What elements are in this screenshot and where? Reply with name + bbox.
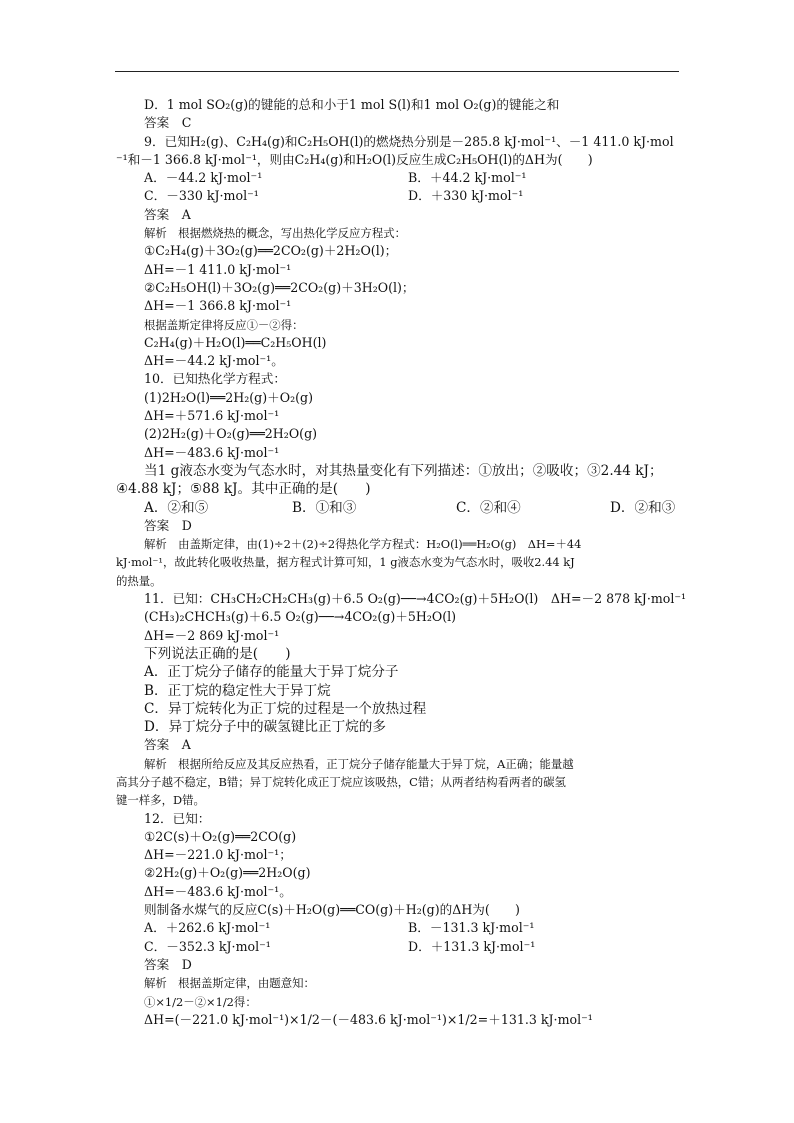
- text-line: (2)2H₂(g)＋O₂(g)══2H₂O(g): [144, 426, 318, 442]
- option-item: A．②和⑤: [144, 499, 209, 516]
- option-item: C．－352.3 kJ·mol⁻¹: [144, 938, 271, 954]
- text-line: 当1 g液态水变为气态水时，对其热量变化有下列描述：①放出；②吸收；③2.44 kJ；: [144, 462, 663, 479]
- text-line: ①2C(s)＋O₂(g)══2CO(g): [144, 828, 297, 844]
- option-item: B．①和③: [292, 499, 357, 516]
- option-item: D．＋131.3 kJ·mol⁻¹: [408, 938, 536, 954]
- text-line: ④4.88 kJ；⑤88 kJ。其中正确的是( ): [116, 481, 371, 498]
- text-line: 12．已知：: [144, 810, 211, 826]
- text-line: 答案 A: [144, 206, 191, 222]
- text-line: ΔH=－1 411.0 kJ·mol⁻¹: [144, 261, 292, 277]
- text-line: 则制备水煤气的反应C(s)＋H₂O(g)══CO(g)＋H₂(g)的ΔH为( ): [144, 902, 520, 918]
- text-line: ΔH=－44.2 kJ·mol⁻¹。: [144, 353, 284, 369]
- text-line: ②2H₂(g)＋O₂(g)══2H₂O(g): [144, 865, 311, 881]
- text-line: 解析 根据盖斯定律，由题意知：: [144, 976, 315, 991]
- text-line: 根据盖斯定律将反应①－②得：: [144, 317, 304, 332]
- option-item: A．＋262.6 kJ·mol⁻¹: [144, 920, 271, 936]
- text-line: 9．已知H₂(g)、C₂H₄(g)和C₂H₅OH(l)的燃烧热分别是－285.8 kJ·mol⁻¹、－1 411.0 kJ·mol: [144, 133, 674, 149]
- text-line: ①C₂H₄(g)＋3O₂(g)══2CO₂(g)＋2H₂O(l)；: [144, 243, 398, 259]
- text-line: [116, 938, 681, 956]
- text-line: A．正丁烷分子储存的能量大于异丁烷分子: [144, 664, 399, 681]
- text-line: ΔH=－1 366.8 kJ·mol⁻¹: [144, 298, 292, 314]
- text-line: 10．已知热化学方程式：: [144, 371, 286, 387]
- document-body: [116, 96, 687, 1029]
- option-item: B．－131.3 kJ·mol⁻¹: [408, 920, 535, 936]
- text-line: 答案 A: [144, 737, 191, 753]
- text-line: D．1 mol SO₂(g)的键能的总和小于1 mol S(l)和1 mol O₂(g)的键能之和: [144, 97, 560, 112]
- text-line: [116, 499, 681, 517]
- text-line: ΔH=＋571.6 kJ·mol⁻¹: [144, 408, 280, 424]
- text-line: kJ·mol⁻¹，故此转化吸收热量，据方程式计算可知，1 g液态水变为气态水时，吸收2.44 kJ: [116, 555, 575, 570]
- option-item: C．②和④: [456, 499, 521, 516]
- option-item: C．－330 kJ·mol⁻¹: [144, 188, 259, 204]
- text-line: 解析 根据所给反应及其反应热看，正丁烷分子储存能量大于异丁烷，A正确；能量越: [144, 756, 574, 771]
- text-line: [116, 169, 681, 187]
- text-line: 答案 C: [144, 115, 192, 131]
- option-item: A．－44.2 kJ·mol⁻¹: [144, 170, 263, 186]
- text-line: (CH₃)₂CHCH₃(g)＋6.5 O₂(g)──→4CO₂(g)＋5H₂O(l): [144, 609, 457, 625]
- header-rule: [115, 71, 679, 72]
- option-item: D．＋330 kJ·mol⁻¹: [408, 188, 524, 204]
- text-line: D．异丁烷分子中的碳氢键比正丁烷的多: [144, 719, 386, 736]
- text-line: [116, 919, 681, 937]
- text-line: ΔH=－221.0 kJ·mol⁻¹；: [144, 847, 292, 863]
- text-line: 答案 D: [144, 517, 192, 533]
- text-line: 11．已知：CH₃CH₂CH₂CH₃(g)＋6.5 O₂(g)──→4CO₂(g)＋5H₂O(l) ΔH=－2 878 kJ·mol⁻¹: [144, 591, 687, 607]
- text-line: ⁻¹和－1 366.8 kJ·mol⁻¹，则由C₂H₄(g)和H₂O(l)反应生成C₂H₅OH(l)的ΔH为( ): [116, 151, 593, 167]
- text-line: B．正丁烷的稳定性大于异丁烷: [144, 682, 331, 699]
- text-line: ②C₂H₅OH(l)＋3O₂(g)══2CO₂(g)＋3H₂O(l)；: [144, 279, 415, 295]
- option-item: B．＋44.2 kJ·mol⁻¹: [408, 170, 527, 186]
- text-line: 下列说法正确的是( ): [144, 645, 291, 662]
- text-line: ΔH=－483.6 kJ·mol⁻¹: [144, 444, 280, 460]
- text-line: 解析 根据燃烧热的概念，写出热化学反应方程式：: [144, 226, 406, 241]
- text-line: 高其分子越不稳定，B错；异丁烷转化成正丁烷应该吸热，C错；从两者结构看两者的碳氢: [116, 774, 566, 789]
- text-line: (1)2H₂O(l)══2H₂(g)＋O₂(g): [144, 389, 314, 405]
- text-line: ΔH=－2 869 kJ·mol⁻¹: [144, 627, 280, 643]
- text-line: 答案 D: [144, 956, 192, 972]
- text-line: ΔH=－483.6 kJ·mol⁻¹。: [144, 883, 292, 899]
- text-line: ΔH=(－221.0 kJ·mol⁻¹)×1/2－(－483.6 kJ·mol⁻¹)×1/2=＋131.3 kJ·mol⁻¹: [144, 1011, 593, 1027]
- text-line: C．异丁烷转化为正丁烷的过程是一个放热过程: [144, 700, 427, 717]
- text-line: 的热量。: [116, 573, 162, 588]
- text-line: [116, 187, 681, 205]
- text-line: 键一样多，D错。: [116, 793, 205, 808]
- text-line: C₂H₄(g)＋H₂O(l)══C₂H₅OH(l): [144, 334, 327, 350]
- text-line: ①×1/2－②×1/2得：: [144, 994, 257, 1009]
- option-item: D．②和③: [610, 499, 676, 516]
- text-line: 解析 由盖斯定律，由(1)÷2＋(2)÷2得热化学方程式：H₂O(l)══H₂O(g) ΔH=＋44: [144, 537, 582, 552]
